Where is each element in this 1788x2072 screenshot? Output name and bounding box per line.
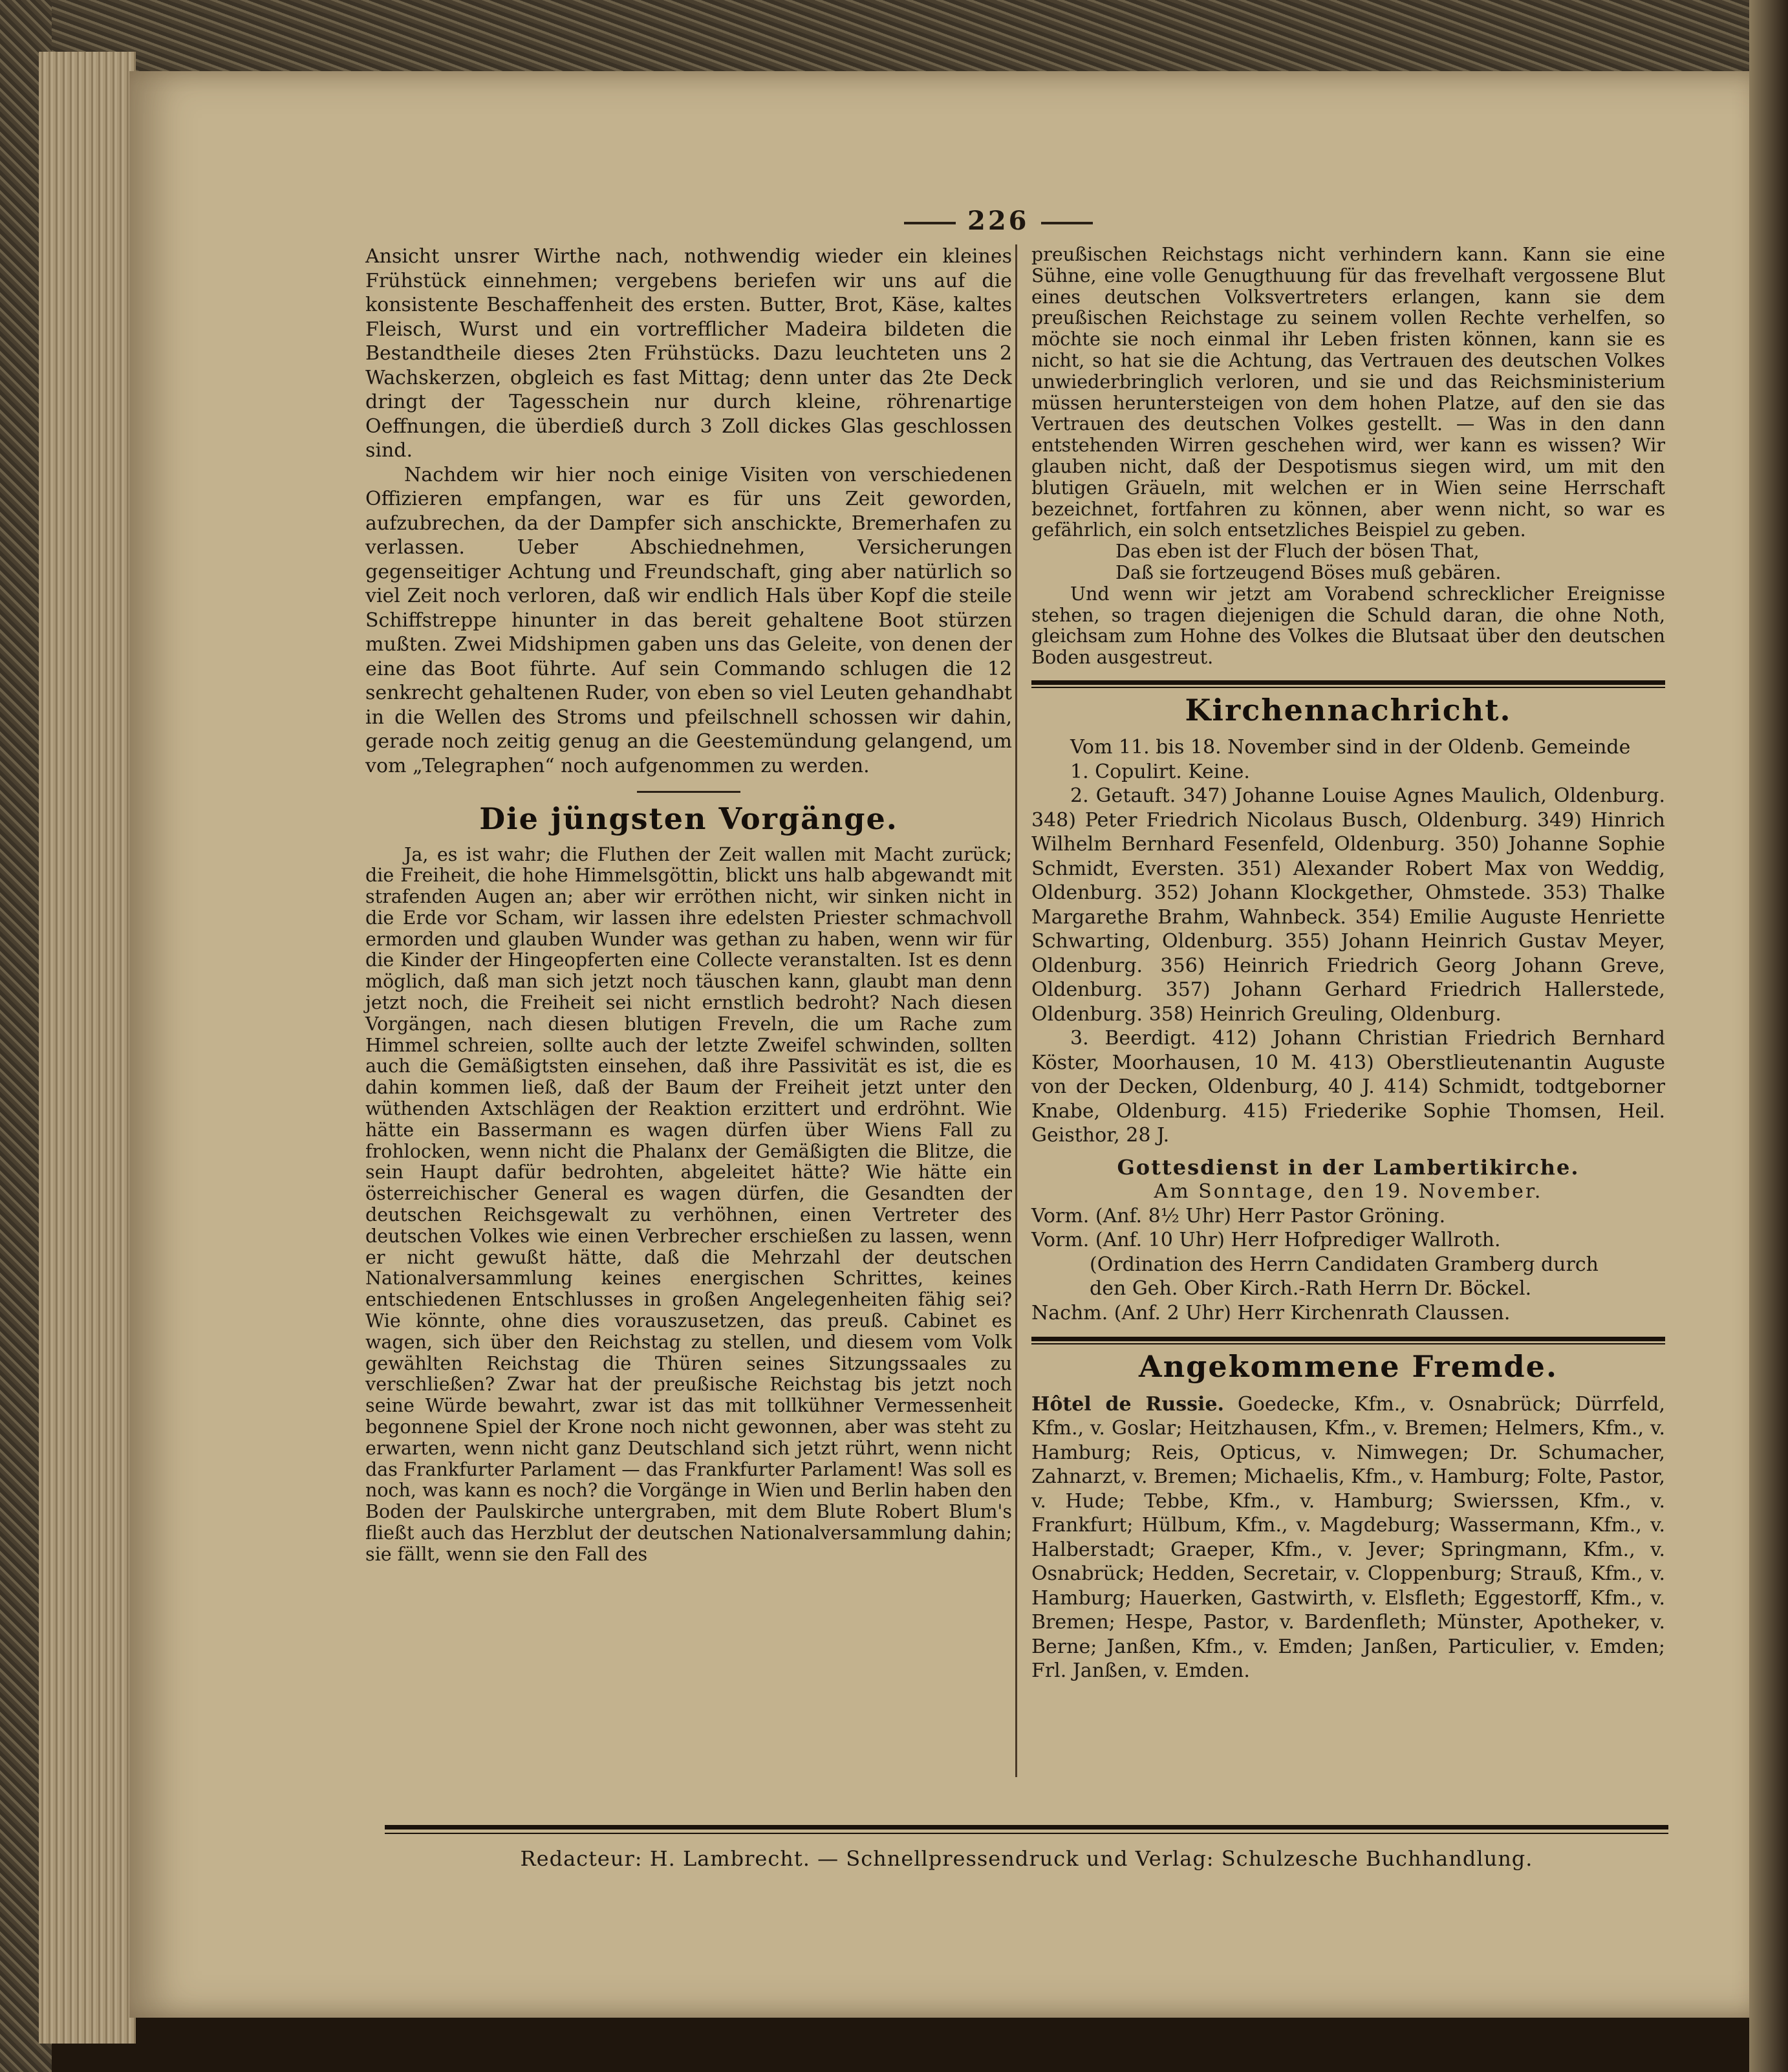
fremde-text: Goedecke, Kfm., v. Osnabrück; Dürrfeld, Kfm., v. Goslar; Heitzhausen, Kfm., v. Bremen; Helmers, Kfm., v. Hamburg; Reis, Opticus, v. Nimwegen; Dr. Schumacher, Zahnarzt, v. Bremen; Michaelis, Kfm., v. Hamburg; Folte, Pastor, v. Hude; Tebbe, Kfm., v. Hamburg; Swierssen, Kfm., v. Frankfurt; Hülbum, Kfm., v. Magdeburg; Wassermann, Kfm., v. Halberstadt; Graeper, Kfm., v. Jever; Springmann, Kfm., v. Osnabrück; Hedden, Secretair, v. Cloppenburg; Strauß, Kfm., v. Hamburg; Hauerken, Gastwirth, v. Elsfleth; Eggestorff, Kfm., v. Bremen; Hespe, Pastor, v. Bardenfleth; Münster, Apotheker, v. Berne; Janßen, Kfm., v. Emden; Janßen, Particulier, v. Emden; Frl. Janßen, v. Emden. <box>1031 1392 1665 1683</box>
footer-rule-thick <box>385 1825 1668 1829</box>
kirchen-copulirt: 1. Copulirt. Keine. <box>1070 760 1250 783</box>
poem-line-1: Das eben ist der Fluch der bösen That, <box>1115 541 1480 563</box>
vorgaenge-continued: preußischen Reichstags nicht verhindern kann. Kann sie eine Sühne, eine volle Genugthuung für das frevelhaft vergossene Blut eines deutschen Volksvertreters erlangen, kann sie dem preußischen Reichstage zu seinem vollen Rechte verhelfen, so möchte sie noch einmal ihr Leben fristen können, kann sie es nicht, so hat sie die Achtung, das Vertrauen des deutschen Volkes unwiederbringlich verloren, und sie und das Reichsministerium müssen heruntersteigen von dem hohen Platze, auf den sie das Vertrauen des deutschen Volkes gestellt. — Was in den dann entstehenden Wirren geschehen wird, wer kann es wissen? Wir glauben nicht, daß der Despotismus siegen wird, um mit den blutigen Gräueln, mit welchen er in Wien seine Herrschaft bezeichnet, fortfahren zu können, aber wenn nicht, so war es gefährlich, ein solch entsetzliches Beispiel zu geben. <box>1031 244 1665 541</box>
book-cover-top <box>0 0 1788 71</box>
fremde-list <box>1031 1392 1665 1683</box>
section-rule-thin <box>1031 687 1665 688</box>
service-vorm-2: Vorm. (Anf. 10 Uhr) Herr Hofprediger Wallroth. <box>1031 1229 1501 1252</box>
section-separator <box>637 791 740 793</box>
article-heading-vorgaenge: Die jüngsten Vorgänge. <box>479 801 898 836</box>
book-gutter-right <box>1749 0 1788 2072</box>
page-header <box>892 206 1104 236</box>
header-dash-left <box>904 222 956 224</box>
section-rule-thick-2 <box>1031 1337 1665 1341</box>
vorgaenge-paragraph: Ja, es ist wahr; die Fluthen der Zeit wallen mit Macht zurück; die Freiheit, die hohe Himmelsgöttin, blickt uns halb abgewandt mit strafenden Augen an; aber wir erröthen nicht, wir sinken nicht in die Erde vor Scham, wir lassen ihre edelsten Priester schmachvoll ermorden und glauben Wunder was gethan zu haben, wenn wir für die Kinder der Hingeopferten eine Collecte veranstalten. Ist es denn möglich, daß man sich jetzt noch täuschen kann, glaubt man denn jetzt noch, die Freiheit sei nicht ernstlich bedroht? Nach diesen Vorgängen, nach diesen blutigen Freveln, die um Rache zum Himmel schreien, sollte auch der letzte Zweifel schwinden, sollten auch die Gemäßigtsten einsehen, daß ihre Passivität es ist, die es dahin kommen ließ, daß der Baum der Freiheit jetzt unter den wüthenden Axtschlägen der Reaktion erzittert und erdröhnt. Wie hätte ein Bassermann es wagen dürfen über Wiens Fall zu frohlocken, wenn nicht die Phalanx der Gemäßigten die Blitze, die sein Haupt dafür bedrohten, abgeleitet hätte? Wie hätte ein österreichischer General es wagen dürfen, die Gesandten der deutschen Reichsgewalt zu verhöhnen, einen Vertreter des deutschen Volkes wie einen Verbrecher erschießen zu lassen, wenn er nicht gewußt hätte, daß die Mehrzahl der deutschen Nationalversammlung keines energischen Schrittes, keines entschiedenen Entschlusses in großen Angelegenheiten fähig sei? Wie könnte, ohne dies vorauszusetzen, das preuß. Cabinet es wagen, sich über den Reichstag zu stellen, und diesem vom Volk gewählten Reichstag die Thüren seines Sitzungssaales zu verschließen? Zwar hat der preußische Reichstag bis jetzt noch seine Würde bewahrt, zwar ist das mit tollkühner Vermessenheit begonnene Spiel der Krone noch nicht gewonnen, aber was steht zu erwarten, wenn nicht ganz Deutschland sich jetzt rührt, wenn nicht das Frankfurter Parlament — das Frankfurter Parlament! Was soll es noch, was kann es noch? die Vorgänge in Wien und Berlin haben den Boden der Paulskirche untergraben, mit dem Blute Robert Blum's fließt auch das Herzblut der deutschen Nationalversammlung dahin; sie fällt, wenn sie den Fall des <box>365 843 1012 1565</box>
imprint-footer: Redacteur: H. Lambrecht. — Schnellpressendruck und Verlag: Schulzesche Buchhandlung. <box>520 1846 1533 1871</box>
kirchen-getauft: 2. Getauft. 347) Johanne Louise Agnes Maulich, Oldenburg. 348) Peter Friedrich Nicolaus Busch, Oldenburg. 349) Hinrich Wilhelm Bernhard Fesenfeld, Oldenburg. 350) Johanne Sophie Schmidt, Eversten. 351) Alexander Robert Max von Weddig, Oldenburg. 352) Johann Klockgether, Ohmstede. 353) Thalke Margarethe Brahm, Wahnbeck. 354) Emilie Auguste Henriette Schwarting, Oldenburg. 355) Johann Heinrich Gustav Meyer, Oldenburg. 356) Heinrich Friedrich Georg Johann Greve, Oldenburg. 357) Johann Gerhard Friedrich Hallerstede, Oldenburg. 358) Heinrich Greuling, Oldenburg. <box>1031 784 1665 1026</box>
gottesdienst-title: Gottesdienst in der Lambertikirche. <box>1117 1154 1580 1180</box>
service-vorm-1: Vorm. (Anf. 8½ Uhr) Herr Pastor Gröning. <box>1031 1204 1446 1227</box>
footer-rule-thin <box>385 1833 1668 1834</box>
page-edges <box>39 52 136 2044</box>
heading-kirchennachricht: Kirchennachricht. <box>1185 692 1512 728</box>
travel-paragraph-2: Nachdem wir hier noch einige Visiten von verschiedenen Offizieren empfangen, war es für uns Zeit geworden, aufzubrechen, da der Dampfer sich anschickte, Bremerhafen zu verlassen. Ueber Abschiednehmen, Versicherungen gegenseitiger Achtung und Freundschaft, ging aber natürlich so viel Zeit noch verloren, daß wir endlich Hals über Kopf die steile Schiffstreppe hinunter in das bereit gehaltene Boot stürzen mußten. Zwei Midshipmen gaben uns das Geleite, von denen der eine das Boot führte. Auf sein Commando schlugen die 12 senkrecht gehaltenen Ruder, von eben so viel Leuten gehandhabt in die Wellen des Stroms und pfeilschnell schossen wir dahin, gerade noch zeitig genug an die Geestemündung gelangend, um vom „Telegraphen“ noch aufgenommen zu werden. <box>365 463 1012 777</box>
column-divider <box>1015 244 1017 1777</box>
ordination-line-1: (Ordination des Herrn Candidaten Gramberg durch <box>1090 1253 1599 1276</box>
section-rule-thick <box>1031 680 1665 685</box>
ordination-line-2: den Geh. Ober Kirch.-Rath Herrn Dr. Böckel. <box>1090 1277 1532 1300</box>
vorgaenge-closing: Und wenn wir jetzt am Vorabend schrecklicher Ereignisse stehen, so tragen diejenigen die Schuld daran, die ohne Noth, gleichsam zum Hohne des Volkes die Blutsaat über den deutschen Boden ausgestreut. <box>1031 583 1665 669</box>
kirchen-intro: Vom 11. bis 18. November sind in der Oldenb. Gemeinde <box>1070 736 1631 759</box>
travel-paragraph-1: Ansicht unsrer Wirthe nach, nothwendig wieder ein kleines Frühstück einnehmen; vergebens beriefen wir uns auf die konsistente Beschaffenheit des ersten. Butter, Brot, Käse, kaltes Fleisch, Wurst und ein vortrefflicher Madeira bildeten die Bestandtheile dieses 2ten Frühstücks. Dazu leuchteten uns 2 Wachskerzen, obgleich es fast Mittag; denn unter das 2te Deck dringt der Tagesschein nur durch kleine, röhrenartige Oeffnungen, die überdieß durch 3 Zoll dickes Glas geschlossen sind. <box>365 245 1012 462</box>
kirchen-beerdigt: 3. Beerdigt. 412) Johann Christian Friedrich Bernhard Köster, Moorhausen, 10 M. 413) Oberstlieutenantin Auguste von der Decken, Oldenburg, 40 J. 414) Schmidt, todtgeborner Knabe, Oldenburg. 415) Friederike Sophie Thomsen, Heil. Geisthor, 28 J. <box>1031 1027 1665 1147</box>
hotel-name: Hôtel de Russie. <box>1031 1392 1224 1416</box>
header-dash-right <box>1041 222 1093 224</box>
service-nachm: Nachm. (Anf. 2 Uhr) Herr Kirchenrath Claussen. <box>1031 1301 1511 1324</box>
section-rule-thin-2 <box>1031 1343 1665 1344</box>
left-column <box>365 244 1012 1566</box>
gottesdienst-date: Am Sonntage, den 19. November. <box>1154 1180 1543 1203</box>
right-column <box>1031 244 1665 1683</box>
poem-line-2: Daß sie fortzeugend Böses muß gebären. <box>1115 561 1502 583</box>
page-number: 226 <box>967 206 1029 236</box>
heading-angekommene-fremde: Angekommene Fremde. <box>1139 1349 1558 1385</box>
